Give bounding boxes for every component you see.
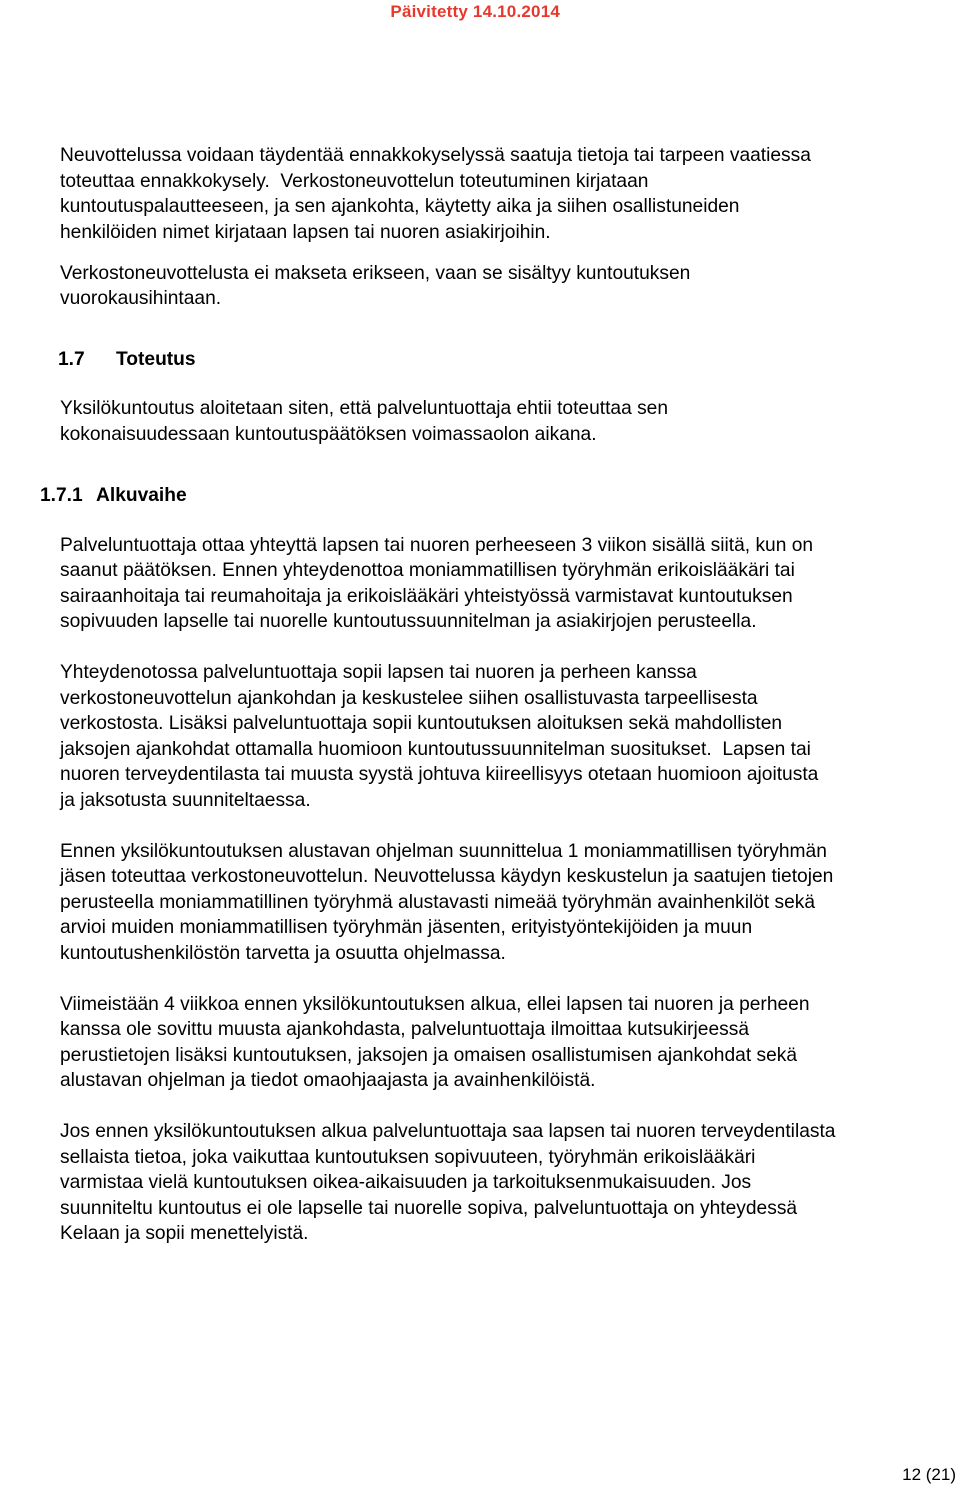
section-heading-1-7	[60, 347, 960, 373]
subsection-title: Alkuvaihe	[96, 485, 187, 506]
section-heading-1-7-1	[40, 483, 960, 509]
paragraph-health-changes: Jos ennen yksilökuntoutuksen alkua palveluntuottaja saa lapsen tai nuoren terveydentilasta sellaista tietoa, joka vaikuttaa kuntoutuksen sopivuuteen, työryhmän erikoislääkäri varmistaa vielä kuntoutuksen oikea-aikaisuuden ja tarkoituksenmukaisuuden. Jos suunniteltu kuntoutus ei ole lapselle tai nuorelle sopiva, palveluntuottaja on yhteydessä Kelaan ja sopii menettelyistä.	[60, 1121, 836, 1244]
document-body	[40, 143, 960, 1247]
paragraph-preliminary-program: Ennen yksilökuntoutuksen alustavan ohjelman suunnittelua 1 moniammatillisen työryhmän jäsen toteuttaa verkostoneuvottelun. Neuvottelussa käydyn keskustelun ja saatujen tietojen perusteella moniammatillinen työryhmä alustavasti nimeää työryhmän avainhenkilöt sekä arvioi muiden moniammatillisen työryhmän jäsenten, erityistyöntekijöiden ja muun kuntoutushenkilöstön tarvetta ja osuutta ohjelmassa.	[60, 840, 834, 964]
page-number: 12 (21)	[902, 1465, 956, 1484]
subsection-number: 1.7.1	[40, 485, 83, 506]
updated-date-header: Päivitetty 14.10.2014	[390, 2, 560, 21]
paragraph-invitation-letter: Viimeistään 4 viikkoa ennen yksilökuntoutuksen alkua, ellei lapsen tai nuoren ja perheen kanssa ole sovittu muusta ajankohdasta, palveluntuottaja ilmoittaa kutsukirjeessä perustietojen lisäksi kuntoutuksen, jaksojen ja omaisen osallistumisen ajankohdat sekä alustavan ohjelman ja tiedot omaohjaajasta ja avainhenkilöistä.	[60, 993, 810, 1091]
paragraph-implementation: Yksilökuntoutus aloitetaan siten, että palveluntuottaja ehtii toteuttaa sen kokonaisuudessaan kuntoutuspäätöksen voimassaolon aikana.	[60, 398, 669, 445]
paragraph-network-billing: Verkostoneuvottelusta ei makseta erikseen, vaan se sisältyy kuntoutuksen vuorokausihintaan.	[60, 262, 691, 309]
section-number: 1.7	[58, 348, 85, 370]
paragraph-scheduling: Yhteydenotossa palveluntuottaja sopii lapsen tai nuoren ja perheen kanssa verkostoneuvottelun ajankohdan ja keskustelee siihen osallistuvasta tarpeellisesta verkostosta. Lisäksi palveluntuottaja sopii kuntoutuksen aloituksen sekä mahdollisten jaksojen ajankohdat ottamalla huomioon kuntoutussuunnitelman suositukset. Lapsen tai nuoren terveydentilasta tai muusta syystä johtuva kiireellisyys otetaan huomioon ajoitusta ja jaksotusta suunniteltaessa.	[60, 662, 819, 811]
paragraph-initial-contact: Palveluntuottaja ottaa yhteyttä lapsen tai nuoren perheeseen 3 viikon sisällä siitä, kun on saanut päätöksen. Ennen yhteydenottoa moniammatillisen työryhmän erikoislääkäri tai sairaanhoitaja tai reumahoitaja ja erikoislääkäri yhteistyössä varmistavat kuntoutuksen sopivuuden lapselle tai nuorelle kuntoutussuunnitelman ja asiakirjojen perusteella.	[60, 534, 814, 632]
section-title: Toteutus	[116, 348, 196, 370]
paragraph-negotiation: Neuvottelussa voidaan täydentää ennakkokyselyssä saatuja tietoja tai tarpeen vaatiessa toteuttaa ennakkokysely. Verkostoneuvottelun toteutuminen kirjataan kuntoutuspalautteeseen, ja sen ajankohta, käytetty aika ja siihen osallistuneiden henkilöiden nimet kirjataan lapsen tai nuoren asiakirjoihin.	[60, 145, 811, 243]
